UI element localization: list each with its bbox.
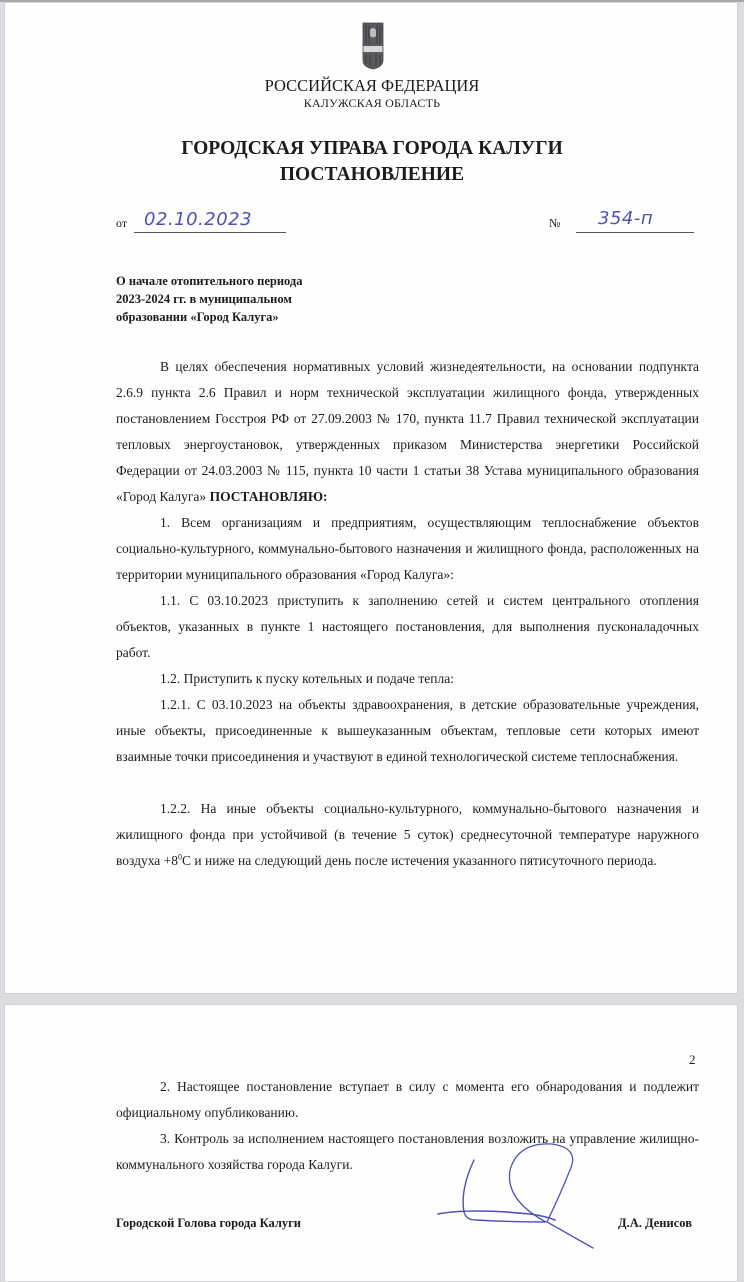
preamble-paragraph [116,354,699,510]
page-number: 2 [689,1052,696,1067]
country-heading: РОССИЙСКАЯ ФЕДЕРАЦИЯ [264,76,480,95]
clause-1-2-2 [116,796,699,874]
number-label: № [549,216,561,230]
clause-1 [116,510,699,588]
clause-1-2 [116,666,699,692]
degree-superscript: 0 [178,852,183,862]
clause-text: 1.2. Приступить к пуску котельных и подаче тепла: [160,671,454,686]
handwritten-number: 354-п [598,208,654,229]
region-heading: КАЛУЖСКАЯ ОБЛАСТЬ [303,96,441,110]
resolve-keyword: ПОСТАНОВЛЯЮ: [209,489,328,504]
clause-2 [116,1074,699,1126]
clause-text: С и ниже на следующий день после истечения указанного пятисуточного периода. [182,853,657,868]
signer-title: Городской Голова города Калуги [116,1216,302,1230]
document-type-title: ПОСТАНОВЛЕНИЕ [279,164,465,185]
signer-name: Д.А. Денисов [618,1216,692,1230]
subject-line: 2023-2024 гг. в муниципальном [116,292,292,306]
subject-line: О начале отопительного периода [116,274,303,288]
date-underline [134,232,286,233]
clause-1-1 [116,588,699,666]
authority-title: ГОРОДСКАЯ УПРАВА ГОРОДА КАЛУГИ [181,138,563,159]
clause-1-2-1 [116,692,699,770]
clause-text: 3. Контроль за исполнением настоящего постановления возложить на управление жилищно-коммунального хозяйства города Калуги. [116,1131,699,1172]
clause-text: 1. Всем организациям и предприятиям, осуществляющим теплоснабжение объектов социально-культурного, коммунально-бытового назначения и жилищного фонда, расположенных на территории муниципального образования «Город Калуга»: [116,515,699,582]
number-underline [576,232,694,233]
clause-text: 2. Настоящее постановление вступает в силу с момента его обнародования и подлежит официальному опубликованию. [116,1079,699,1120]
coat-of-arms-icon [362,22,384,70]
clause-text: 1.1. С 03.10.2023 приступить к заполнению сетей и систем центрального отопления объектов, указанных в пункте 1 настоящего постановления, для выполнения пусконаладочных работ. [116,593,699,660]
handwritten-signature [410,1140,640,1270]
clause-text: 1.2.1. С 03.10.2023 на объекты здравоохранения, в детские образовательные учреждения, иные объекты, присоединенные к вышеуказанным объектам, тепловые сети которых имеют взаимные точки присоединения и участвуют в единой технологической системе теплоснабжения. [116,697,699,764]
handwritten-date: 02.10.2023 [144,209,253,230]
subject-line: образовании «Город Калуга» [116,310,279,324]
date-label: от [116,216,128,230]
preamble-text: В целях обеспечения нормативных условий жизнедеятельности, на основании подпункта 2.6.9 пункта 2.6 Правил и норм технической эксплуатации жилищного фонда, утвержденных постановлением Госстроя РФ от 27.09.2003 № 170, пункта 11.7 Правил технической эксплуатации тепловых энергоустановок, утвержденных приказом Министерства энергетики Российской Федерации от 24.03.2003 № 115, пункта 10 части 1 статьи 38 Устава муниципального образования «Город Калуга» [116,359,699,504]
document-subject [116,272,416,326]
clause-text: 1.2.2. На иные объекты социально-культурного, коммунально-бытового назначения и жилищного фонда при устойчивой (в течение 5 суток) среднесуточной температуре наружного воздуха +8 [116,801,699,868]
